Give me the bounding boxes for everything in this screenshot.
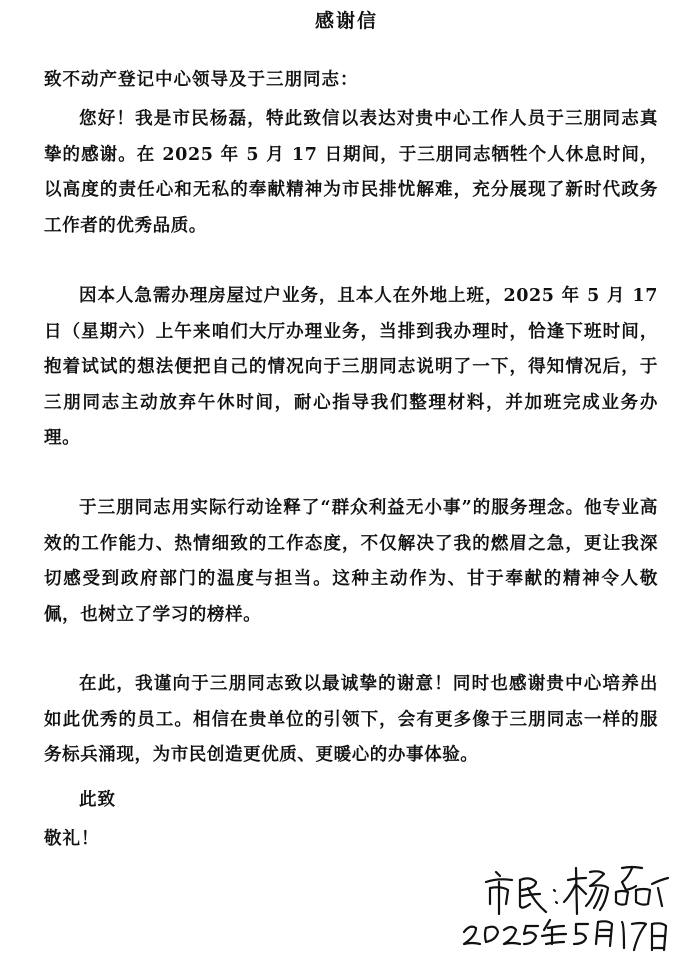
- closing-line-1: 此致: [79, 790, 116, 810]
- letter-paragraph-1: 您好！我是市民杨磊，特此致信以表达对贵中心工作人员于三朋同志真挚的感谢。在 2025 年 5 月 17 日期间，于三朋同志牺牲个人休息时间，以高度的责任心和无私的奉献精神为市民排忧解难，充分展现了新时代政务工作者的优秀品质。: [44, 109, 658, 236]
- handwritten-signature: [456, 858, 686, 957]
- letter-paragraph-4: 在此，我谨向于三朋同志致以最诚挚的谢意！同时也感谢贵中心培养出如此优秀的员工。相信在贵单位的引领下，会有更多像于三朋同志一样的服务标兵涌现，为市民创造更优质、更暖心的办事体验。: [44, 674, 658, 765]
- letter-paragraph-3: 于三朋同志用实际行动诠释了“群众利益无小事”的服务理念。他专业高效的工作能力、热情细致的工作态度，不仅解决了我的燃眉之急，更让我深切感受到政府部门的温度与担当。这种主动作为、甘于奉献的精神令人敬佩，也树立了学习的榜样。: [44, 498, 658, 625]
- letter-paragraph-2: 因本人急需办理房屋过户业务，且本人在外地上班，2025 年 5 月 17 日（星期六）上午来咱们大厅办理业务，当排到我办理时，恰逢下班时间，抱着试试的想法便把自己的情况向于三朋同志说明了一下，得知情况后，于三朋同志主动放弃午休时间，耐心指导我们整理材料，并加班完成业务办理。: [44, 286, 658, 448]
- letter-title: 感谢信: [314, 10, 378, 32]
- closing-line-2: 敬礼！: [44, 829, 100, 849]
- letter-salutation: 致不动产登记中心领导及于三朋同志：: [44, 70, 359, 90]
